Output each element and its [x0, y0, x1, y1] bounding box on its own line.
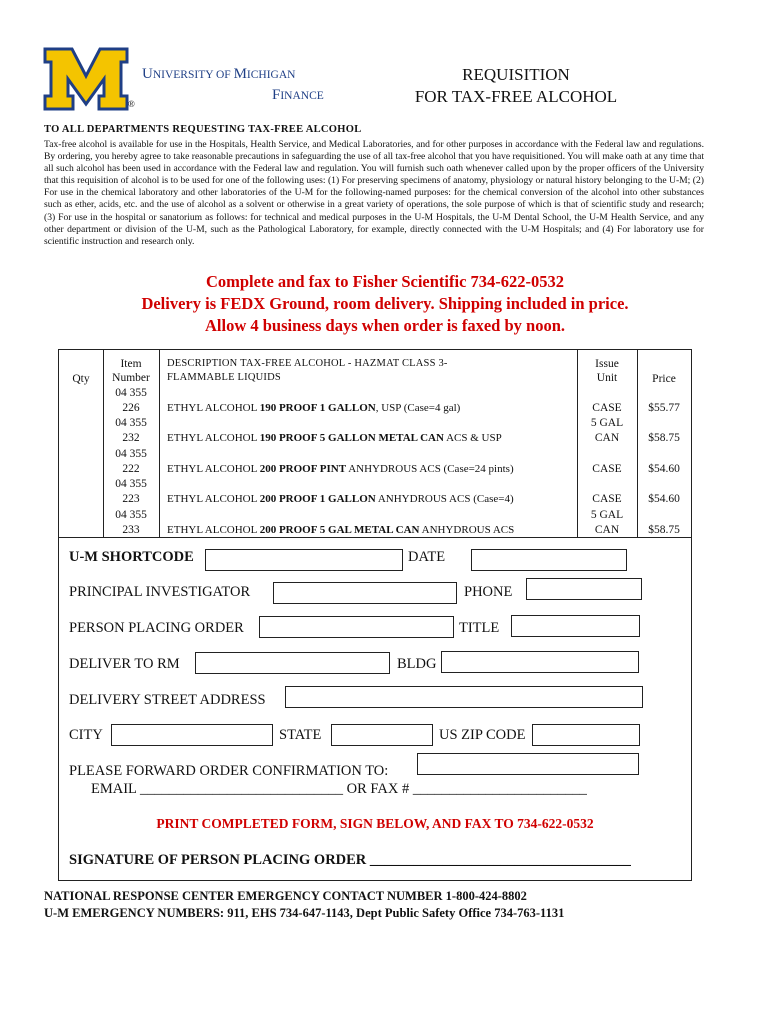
description-text: ETHYL ALCOHOL [167, 462, 260, 475]
confirmation-field[interactable] [417, 753, 639, 775]
state-label: STATE [279, 727, 322, 743]
item-number-suffix: 226 [122, 402, 140, 414]
state-field[interactable] [331, 724, 433, 746]
forward-label: PLEASE FORWARD ORDER CONFIRMATION TO: [69, 763, 389, 779]
print-notice: PRINT COMPLETED FORM, SIGN BELOW, AND FAX TO 734-622-0532 [156, 816, 594, 831]
description-header: DESCRIPTION TAX-FREE ALCOHOL - HAZMAT CLASS 3- FLAMMABLE LIQUIDS [167, 358, 448, 383]
item-header: Item Number [112, 358, 150, 384]
issue-unit-top: 5 GAL [590, 417, 624, 430]
price: $54.60 [648, 462, 680, 475]
date-label: DATE [408, 549, 446, 565]
price: $58.75 [648, 523, 680, 536]
product-description [167, 431, 577, 446]
item-number-prefix: 04 355 [115, 447, 147, 460]
description-detail: ANHYDROUS ACS (Case=4) [375, 493, 514, 506]
title-field[interactable] [511, 615, 640, 637]
description-text: ETHYL ALCOHOL [167, 432, 260, 445]
signature-line[interactable]: SIGNATURE OF PERSON PLACING ORDER ____________________________________ [69, 852, 631, 868]
date-field[interactable] [471, 549, 627, 571]
shortcode-field[interactable] [205, 549, 403, 571]
intro-heading: TO ALL DEPARTMENTS REQUESTING TAX-FREE ALCOHOL [44, 124, 362, 135]
description-bold: 190 PROOF 1 GALLON [259, 402, 376, 414]
email-fax-line[interactable]: EMAIL ____________________________ OR FAX # ________________________ [91, 781, 587, 797]
national-emergency-contact: NATIONAL RESPONSE CENTER EMERGENCY CONTACT NUMBER 1-800-424-8802 [44, 889, 527, 903]
item-number-prefix: 04 355 [115, 478, 147, 491]
price: $58.75 [648, 432, 680, 445]
shortcode-label: U-M SHORTCODE [69, 549, 194, 565]
zip-field[interactable] [532, 724, 640, 746]
description-detail: ACS & USP [443, 432, 502, 445]
price: $55.77 [648, 402, 680, 414]
item-number-prefix: 04 355 [115, 387, 147, 399]
street-field[interactable] [285, 686, 643, 708]
intro-text: Tax-free alcohol is available for use in the Hospitals, Health Service, and Medical Laboratories, and for other purposes in accordance with the Federal law and regulations. By ordering, you hereby agree to take reasonable precautions in safeguarding the use of all tax-free alcohol that you have requisitioned. You will make oath at any time that all such alcohol has been used in accordance with the Federal law and regulation. You will furnish such oath whenever called upon by the proper officers of the University that this requisition of alcohol is to be used for one of the following uses: (1) For preserving specimens of anatomy, physiology or natural history belonging to the U-M; (2) For use in the chemical laboratory and other laboratories of the U-M for the following-named purposes: for the chemical conversion of the alcohol into other substances such as ether, acids, etc. and the use of alcohol as a solvent or otherwise in a great variety of operations, the sole purpose of which is that of scientific study and research; (3) For use in the hospital or sanatorium as follows: for technical and medical purposes in the U-M Hospitals, the U-M Dental School, the U-M Health Service, and any other department or division of the U-M, such as the Pathological Laboratory, for example, directly connected with the U-M Hospitals; and (4) For laboratory use for scientific instruction and research only. [44, 139, 704, 247]
description-bold: 200 PROOF 1 GALLON [259, 493, 376, 506]
delivery-notice: Delivery is FEDX Ground, room delivery. Shipping included in price. [141, 294, 629, 313]
issue-unit-header: Issue Unit [595, 358, 619, 384]
description-detail: ANHYDROUS ACS (Case=24 pints) [346, 462, 514, 475]
zip-label: US ZIP CODE [439, 727, 526, 743]
product-description [167, 462, 577, 477]
item-number-prefix: 04 355 [115, 417, 147, 430]
product-description [167, 523, 577, 538]
issue-unit: CAN [594, 432, 620, 445]
university-of-michigan-logo [42, 46, 130, 112]
city-field[interactable] [111, 724, 273, 746]
description-bold: 200 PROOF 5 GAL METAL CAN [259, 523, 420, 536]
title-label: TITLE [459, 620, 500, 636]
bldg-field[interactable] [441, 651, 639, 673]
item-number-suffix: 223 [122, 493, 140, 506]
description-text: ETHYL ALCOHOL [167, 493, 260, 506]
price: $54.60 [648, 493, 680, 506]
person-label: PERSON PLACING ORDER [69, 620, 244, 636]
issue-unit-top: 5 GAL [590, 508, 624, 521]
fax-notice: Complete and fax to Fisher Scientific 734-622-0532 [205, 272, 565, 291]
product-description [167, 492, 577, 507]
phone-label: PHONE [464, 584, 513, 600]
price-header: Price [652, 373, 676, 385]
item-number-suffix: 233 [122, 523, 140, 536]
registered-mark: ® [128, 99, 135, 109]
street-label: DELIVERY STREET ADDRESS [69, 692, 266, 708]
item-number-prefix: 04 355 [115, 508, 147, 521]
um-emergency-numbers: U-M EMERGENCY NUMBERS: 911, EHS 734-647-1143, Dept Public Safety Office 734-763-1131 [44, 906, 565, 920]
issue-unit: CASE [592, 402, 622, 414]
description-detail: ANHYDROUS ACS [419, 523, 515, 536]
page-title: REQUISITION FOR TAX-FREE ALCOHOL [414, 65, 618, 106]
city-label: CITY [69, 727, 103, 743]
qty-header: Qty [72, 373, 90, 385]
issue-unit: CASE [592, 493, 622, 506]
pi-field[interactable] [273, 582, 457, 604]
deliver-rm-field[interactable] [195, 652, 390, 674]
description-detail: , USP (Case=4 gal) [375, 402, 461, 414]
issue-unit: CAN [594, 523, 620, 536]
description-bold: 190 PROOF 5 GALLON METAL CAN [259, 432, 444, 445]
description-text: ETHYL ALCOHOL [167, 402, 260, 414]
deliver-rm-label: DELIVER TO RM [69, 656, 180, 672]
product-table [58, 349, 692, 538]
person-field[interactable] [259, 616, 454, 638]
product-description [167, 401, 577, 416]
issue-unit: CASE [592, 462, 622, 475]
business-days-notice: Allow 4 business days when order is faxed by noon. [204, 316, 566, 335]
item-number-suffix: 232 [122, 432, 140, 445]
description-bold: 200 PROOF PINT [259, 462, 347, 475]
phone-field[interactable] [526, 578, 642, 600]
pi-label: PRINCIPAL INVESTIGATOR [69, 584, 251, 600]
description-text: ETHYL ALCOHOL [167, 523, 260, 536]
item-number-suffix: 222 [122, 462, 140, 475]
bldg-label: BLDG [397, 656, 437, 672]
org-name: UNIVERSITY OF MICHIGAN FINANCE [142, 66, 324, 103]
